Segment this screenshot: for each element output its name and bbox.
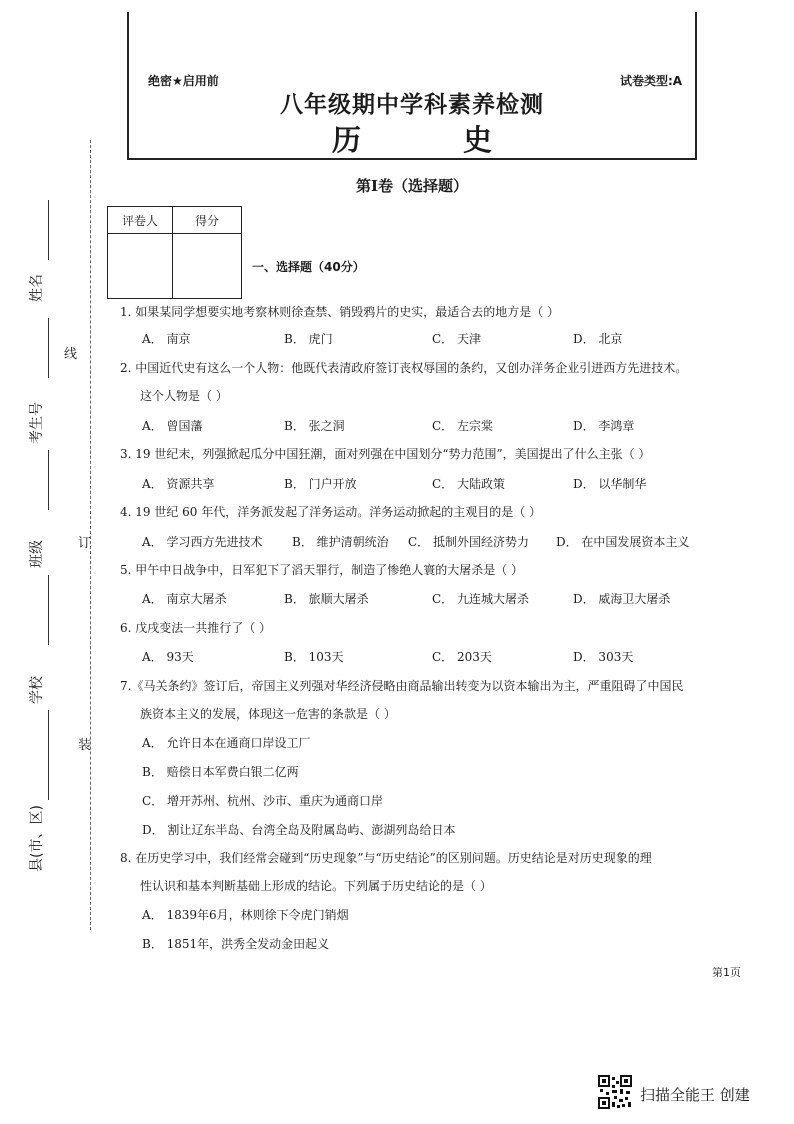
question-2-option-d[interactable]: D． 李鸿章 xyxy=(573,419,635,433)
question-1-stem: 1. 如果某同学想要实地考察林则徐查禁、销毁鸦片的史实，最适合去的地方是（ ） xyxy=(120,305,560,319)
question-4-option-d[interactable]: D． 在中国发展资本主义 xyxy=(556,535,690,549)
school-label: 学校 xyxy=(29,676,45,704)
question-2-stem-line-2: 这个人物是（ ） xyxy=(140,389,228,403)
question-6-option-d[interactable]: D． 303天 xyxy=(573,650,634,664)
question-8-option-b[interactable]: B． 1851年，洪秀全发动金田起义 xyxy=(142,937,330,951)
grading-table xyxy=(107,206,242,299)
question-7-stem-line-2: 族资本主义的发展，体现这一危害的条款是（ ） xyxy=(140,707,396,721)
question-4-option-a[interactable]: A． 学习西方先进技术 xyxy=(142,535,263,549)
question-3-option-c[interactable]: C． 大陆政策 xyxy=(432,477,505,491)
question-1-option-d[interactable]: D． 北京 xyxy=(573,332,623,346)
question-4-stem: 4. 19 世纪 60 年代，洋务派发起了洋务运动。洋务运动掀起的主观目的是（ ） xyxy=(120,505,542,519)
question-3-option-d[interactable]: D． 以华制华 xyxy=(573,477,647,491)
subject-title: 历 史 xyxy=(331,123,539,157)
scanner-brand-label: 扫描全能王 创建 xyxy=(640,1086,750,1104)
confidential-label: 绝密★启用前 xyxy=(148,74,219,88)
question-6-option-a[interactable]: A． 93天 xyxy=(142,650,194,664)
question-7-option-a[interactable]: A． 允许日本在通商口岸设工厂 xyxy=(142,736,311,750)
exam-title: 八年级期中学科素养检测 xyxy=(280,91,544,118)
exam-number-label: 考生号 xyxy=(29,402,45,444)
question-6-stem: 6. 戊戌变法一共推行了（ ） xyxy=(120,621,272,635)
question-5-option-d[interactable]: D． 威海卫大屠杀 xyxy=(573,592,671,606)
question-1-option-b[interactable]: B． 虎门 xyxy=(284,332,333,346)
question-5-option-a[interactable]: A． 南京大屠杀 xyxy=(142,592,227,606)
question-2-stem-line-1: 2. 中国近代史有这么一个人物：他既代表清政府签订丧权辱国的条约，又创办洋务企业引进西方先进技术。 xyxy=(120,361,688,375)
question-7-option-c[interactable]: C． 增开苏州、杭州、沙市、重庆为通商口岸 xyxy=(142,794,383,808)
question-7-option-d[interactable]: D． 割让辽东半岛、台湾全岛及附属岛屿、澎湖列岛给日本 xyxy=(142,823,456,837)
score-header: 得分 xyxy=(173,207,242,234)
question-7-stem-line-1: 7.《马关条约》签订后，帝国主义列强对华经济侵略由商品输出转变为以资本输出为主，严重阻碍了中国民 xyxy=(120,679,684,693)
question-2-option-c[interactable]: C． 左宗棠 xyxy=(432,419,493,433)
county-label: 县(市、区) xyxy=(29,805,45,872)
school-fill-line xyxy=(48,575,49,645)
page-number: 第1页 xyxy=(712,966,741,979)
question-5-option-c[interactable]: C． 九连城大屠杀 xyxy=(432,592,529,606)
bind-mark: 装 xyxy=(78,738,92,753)
question-8-stem-line-1: 8. 在历史学习中，我们经常会碰到“历史现象”与“历史结论”的区别问题。历史结论是对历史现象的理 xyxy=(120,851,652,865)
question-4-option-b[interactable]: B． 维护清朝统治 xyxy=(292,535,389,549)
question-3-option-b[interactable]: B． 门户开放 xyxy=(284,477,357,491)
question-8-stem-line-2: 性认识和基本判断基础上形成的结论。下列属于历史结论的是（ ） xyxy=(140,879,492,893)
reviewer-cell[interactable] xyxy=(108,234,173,299)
score-cell[interactable] xyxy=(173,234,242,299)
reviewer-header: 评卷人 xyxy=(108,207,173,234)
name-label: 姓名 xyxy=(29,274,45,302)
question-6-option-c[interactable]: C． 203天 xyxy=(432,650,492,664)
question-5-option-b[interactable]: B． 旅顺大屠杀 xyxy=(284,592,369,606)
part-one-label: 一、选择题（40分） xyxy=(252,260,365,274)
county-fill-line xyxy=(48,710,49,800)
question-6-option-b[interactable]: B． 103天 xyxy=(284,650,344,664)
section-title: 第I卷（选择题） xyxy=(355,177,469,195)
question-4-option-c[interactable]: C． 抵制外国经济势力 xyxy=(408,535,529,549)
qr-code-icon xyxy=(598,1075,632,1109)
order-mark: 订 xyxy=(78,536,92,551)
question-2-option-a[interactable]: A． 曾国藩 xyxy=(142,419,203,433)
class-label: 班级 xyxy=(29,540,45,568)
line-mark: 线 xyxy=(64,347,78,362)
question-7-option-b[interactable]: B． 赔偿日本军费白银二亿两 xyxy=(142,765,299,779)
question-1-option-c[interactable]: C． 天津 xyxy=(432,332,481,346)
name-fill-line xyxy=(48,200,49,260)
question-3-option-a[interactable]: A． 资源共享 xyxy=(142,477,215,491)
question-1-option-a[interactable]: A． 南京 xyxy=(142,332,191,346)
question-5-stem: 5. 甲午中日战争中，日军犯下了滔天罪行，制造了惨绝人寰的大屠杀是（ ） xyxy=(120,563,524,577)
question-8-option-a[interactable]: A． 1839年6月，林则徐下令虎门销烟 xyxy=(142,908,349,922)
question-2-option-b[interactable]: B． 张之洞 xyxy=(284,419,345,433)
exam-no-fill-line xyxy=(48,318,49,378)
paper-type-label: 试卷类型:A xyxy=(620,74,683,88)
question-3-stem: 3. 19 世纪末，列强掀起瓜分中国狂潮，面对列强在中国划分“势力范围”，美国提出了什么主张（ ） xyxy=(120,447,651,461)
class-fill-line xyxy=(48,450,49,510)
